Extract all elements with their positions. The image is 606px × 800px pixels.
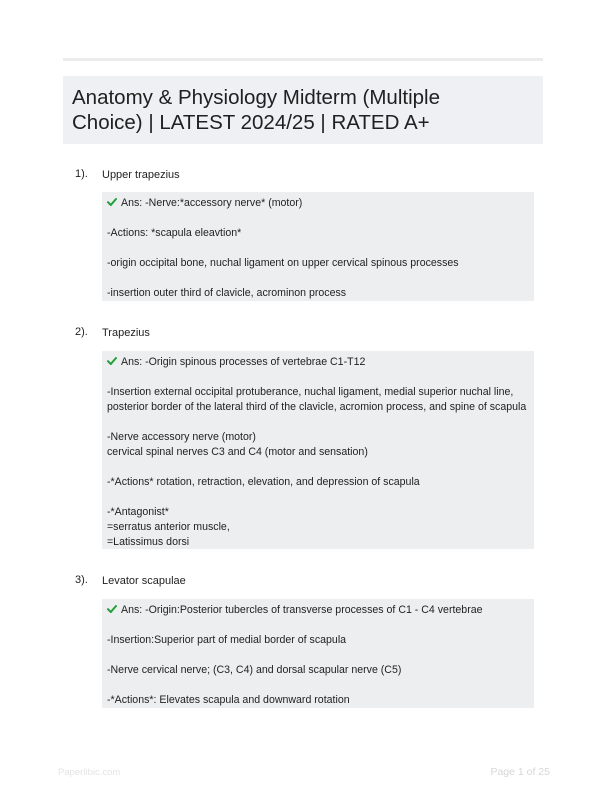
question-prompt: Upper trapezius (102, 169, 180, 181)
answer-line: -Actions: *scapula eleavtion* (107, 227, 242, 239)
check-icon (107, 197, 117, 207)
answer-line: =serratus anterior muscle, (107, 521, 230, 533)
answer-line (107, 370, 528, 385)
answer-line: Ans: -Origin:Posterior tubercles of transverse processes of C1 - C4 vertebrae (107, 603, 528, 618)
answer-line (107, 648, 528, 663)
answer-line: -insertion outer third of clavicle, acrominon process (107, 287, 347, 299)
question-prompt: Trapezius (102, 327, 150, 339)
answer-line (107, 271, 528, 286)
answer-box (102, 351, 534, 549)
answer-line (107, 490, 528, 505)
page-title-line-2: Choice) | LATEST 2024/25 | RATED A+ (72, 111, 430, 134)
answer-line (107, 618, 528, 633)
answer-line: -Nerve cervical nerve; (C3, C4) and dorsal scapular nerve (C5) (107, 664, 402, 676)
page-title-line-1: Anatomy & Physiology Midterm (Multiple (72, 86, 440, 109)
answer-line (107, 415, 528, 430)
check-icon (107, 604, 117, 614)
answer-line: -*Actions*: Elevates scapula and downward rotation (107, 694, 350, 706)
answer-line: -Insertion external occipital protuberance, nuchal ligament, medial superior nuchal line, (107, 386, 514, 398)
top-divider (63, 58, 543, 61)
answer-box (102, 192, 534, 301)
answer-line: posterior border of the lateral third of the clavicle, acromion process, and spine of scapula (107, 401, 527, 413)
answer-line: Ans: -Nerve:*accessory nerve* (motor) (107, 196, 528, 211)
answer-line: -*Antagonist* (107, 506, 169, 518)
page-number: Page 1 of 25 (490, 766, 550, 778)
answer-line (107, 211, 528, 226)
question-prompt: Levator scapulae (102, 575, 186, 587)
answer-line: -*Actions* rotation, retraction, elevation, and depression of scapula (107, 476, 420, 488)
answer-line: -Insertion:Superior part of medial border of scapula (107, 634, 347, 646)
question-number: 2). (75, 326, 88, 338)
answer-line (107, 241, 528, 256)
answer-line: -origin occipital bone, nuchal ligament on upper cervical spinous processes (107, 257, 459, 269)
answer-line: cervical spinal nerves C3 and C4 (motor and sensation) (107, 446, 368, 458)
answer-line: =Latissimus dorsi (107, 536, 190, 548)
title-banner (63, 76, 543, 144)
question-number: 1). (75, 168, 88, 180)
page-title (72, 85, 534, 135)
answer-line (107, 678, 528, 693)
check-icon (107, 356, 117, 366)
question-number: 3). (75, 574, 88, 586)
answer-line: -Nerve accessory nerve (motor) (107, 431, 256, 443)
answer-line (107, 460, 528, 475)
answer-box (102, 599, 534, 708)
footer-watermark: Paperlibic.com (58, 767, 121, 778)
answer-line: Ans: -Origin spinous processes of vertebrae C1-T12 (107, 355, 528, 370)
